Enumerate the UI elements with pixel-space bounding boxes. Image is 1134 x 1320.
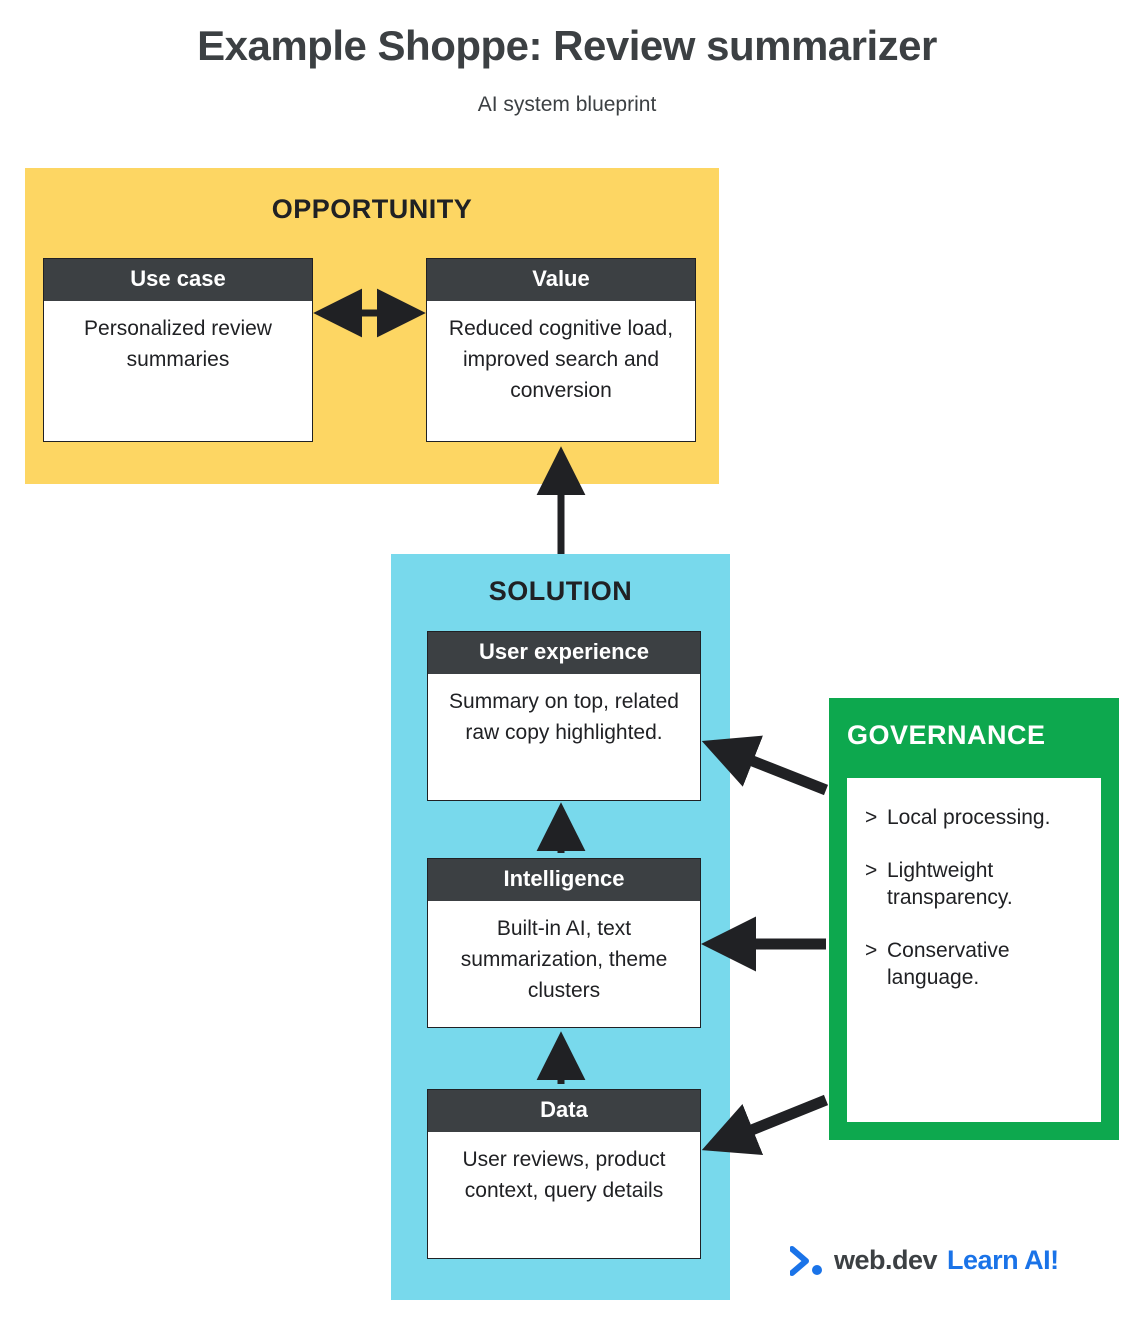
use-case-card	[43, 258, 313, 442]
page-title: Example Shoppe: Review summarizer	[197, 22, 937, 69]
governance-list-item-label: Lightweight transparency.	[887, 859, 1013, 909]
intelligence-card-body: Built-in AI, text summarization, theme clusters	[460, 917, 668, 1002]
footer-product-label: Learn AI!	[947, 1245, 1059, 1275]
footer-brand-label: web.dev	[834, 1245, 938, 1275]
governance-list-item	[865, 857, 1085, 911]
chevron-right-icon: >	[865, 939, 878, 962]
governance-list-item-label: Conservative language.	[887, 939, 1010, 989]
user-experience-card	[427, 631, 701, 801]
value-card	[426, 258, 696, 442]
use-case-card-body: Personalized review summaries	[84, 317, 272, 371]
user-experience-card-header: User experience	[428, 632, 700, 674]
governance-list-item-label: Local processing.	[887, 806, 1051, 829]
chevron-right-icon: >	[865, 806, 878, 829]
value-card-header: Value	[427, 259, 695, 301]
data-card	[427, 1089, 701, 1259]
governance-panel-title: GOVERNANCE	[847, 720, 1046, 750]
data-card-body: User reviews, product context, query details	[462, 1148, 666, 1202]
governance-list-item	[865, 937, 1085, 991]
solution-panel-title: SOLUTION	[488, 576, 633, 606]
webdev-logo-icon	[790, 1246, 824, 1276]
opportunity-panel-title: OPPORTUNITY	[271, 194, 473, 224]
chevron-right-icon: >	[865, 859, 878, 882]
governance-list-item	[865, 804, 1085, 831]
intelligence-card	[427, 858, 701, 1028]
use-case-card-header: Use case	[44, 259, 312, 301]
governance-panel	[829, 698, 1119, 1140]
page-subtitle: AI system blueprint	[477, 93, 657, 116]
data-card-header: Data	[428, 1090, 700, 1132]
user-experience-card-body: Summary on top, related raw copy highlighted.	[449, 690, 679, 744]
footer-logo	[790, 1245, 1059, 1276]
governance-card	[847, 778, 1101, 1122]
value-card-body: Reduced cognitive load, improved search and conversion	[448, 317, 674, 402]
intelligence-card-header: Intelligence	[428, 859, 700, 901]
